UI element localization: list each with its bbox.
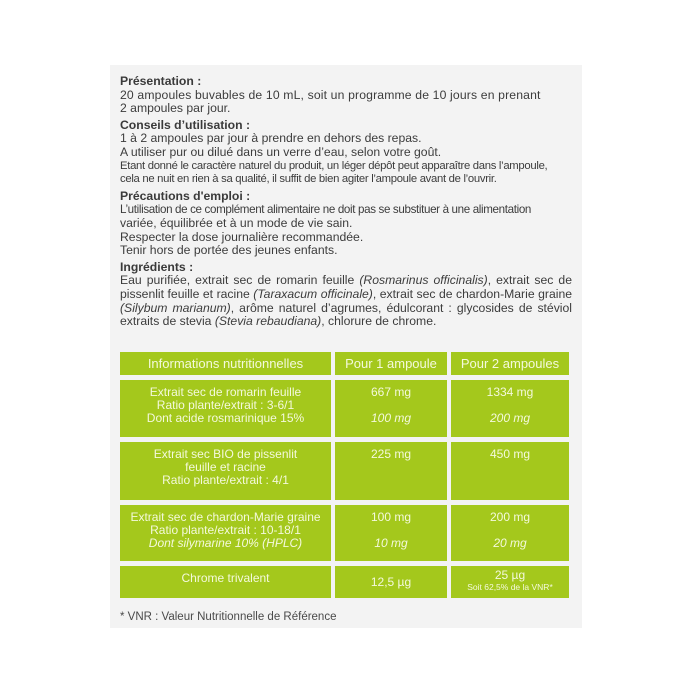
ingredient-text: , extrait sec de chardon-Marie graine	[372, 286, 572, 301]
label-line: Ratio plante/extrait : 4/1	[162, 473, 289, 487]
value: 12,5 µg	[370, 575, 412, 589]
body-line: 1 à 2 ampoules par jour à prendre en dehors des repas.	[120, 131, 422, 146]
value-cell-2	[451, 442, 569, 500]
label-line: Extrait sec de romarin feuille	[149, 385, 302, 399]
header-cell: Pour 2 ampoules	[451, 352, 569, 375]
value: 200 mg	[489, 411, 531, 425]
nutrition-table	[120, 352, 572, 603]
latin-name: (Silybum marianum)	[120, 300, 231, 315]
value: 100 mg	[370, 411, 412, 425]
section-title: Précautions d'emploi :	[120, 188, 251, 203]
value-cell-1	[335, 442, 447, 500]
value: 450 mg	[489, 447, 531, 461]
body-line: 2 ampoules par jour.	[120, 101, 231, 116]
row-label	[120, 566, 331, 598]
ingredient-text: , extrait sec de pissenlit feuille et racine	[120, 273, 572, 301]
table-row	[120, 442, 572, 500]
latin-name: (Stevia rebaudiana)	[214, 314, 322, 329]
ingredient-text: Eau purifiée, extrait sec de romarin feuille	[120, 273, 360, 288]
ingredient-text: , arôme naturel d’agrumes, édulcorant : glycosides de stéviol extraits de stevia	[120, 300, 572, 329]
label-line: Dont acide rosmarinique 15%	[146, 411, 305, 425]
body-line: A utiliser pur ou dilué dans un verre d’eau, selon votre goût.	[120, 144, 442, 159]
ingredient-text: , chlorure de chrome.	[321, 314, 437, 329]
label-line: Ratio plante/extrait : 10-18/1	[150, 523, 301, 537]
value-cell-2	[451, 505, 569, 561]
label-line: Extrait sec BIO de pissenlit	[153, 447, 298, 461]
section-precautions	[120, 190, 572, 258]
body-line: 20 ampoules buvables de 10 mL, soit un programme de 10 jours en prenant	[120, 87, 541, 102]
body-line: cela ne nuit en rien à sa qualité, il suffit de bien agiter l’ampoule avant de l’ouvrir.	[120, 173, 497, 186]
footnote: * VNR : Valeur Nutritionnelle de Référence	[120, 611, 337, 623]
body-line: variée, équilibrée et à un mode de vie sain.	[120, 215, 353, 230]
vnr-note: Soit 62,5% de la VNR*	[467, 582, 553, 592]
latin-name: (Rosmarinus officinalis)	[359, 273, 488, 288]
row-label	[120, 380, 331, 437]
section-ingredients	[120, 261, 572, 329]
section-presentation	[120, 75, 572, 116]
value-cell-1	[335, 380, 447, 437]
label-line: Dont silymarine 10% (HPLC)	[148, 536, 303, 550]
label-line: Ratio plante/extrait : 3-6/1	[156, 398, 295, 412]
section-conseils	[120, 119, 572, 187]
table-row	[120, 566, 572, 598]
section-title: Conseils d’utilisation :	[120, 117, 251, 132]
row-label	[120, 505, 331, 561]
value: 10 mg	[374, 536, 408, 550]
ingredients-text	[120, 274, 572, 328]
value: 225 mg	[370, 447, 412, 461]
table-row	[120, 505, 572, 561]
header-cell: Pour 1 ampoule	[335, 352, 447, 375]
body-line: L’utilisation de ce complément alimentaire ne doit pas se substituer à une alimentation	[120, 203, 532, 217]
table-header-row	[120, 352, 572, 375]
value: 100 mg	[370, 510, 412, 524]
value-cell-1	[335, 566, 447, 598]
latin-name: (Taraxacum officinale)	[253, 286, 373, 301]
text-block	[120, 73, 572, 332]
body-line: Etant donné le caractère naturel du produit, un léger dépôt peut apparaître dans l’ampoule,	[120, 159, 548, 172]
value: 25 µg	[494, 568, 526, 582]
value-cell-2	[451, 566, 569, 598]
value-cell-1	[335, 505, 447, 561]
label-line: Chrome trivalent	[181, 571, 270, 585]
table-row	[120, 380, 572, 437]
value: 200 mg	[489, 510, 531, 524]
row-label	[120, 442, 331, 500]
value: 667 mg	[370, 385, 412, 399]
value: 20 mg	[493, 536, 527, 550]
section-title: Présentation :	[120, 74, 202, 88]
section-title: Ingrédients :	[120, 259, 194, 274]
label-line: feuille et racine	[185, 460, 266, 474]
value-cell-2	[451, 380, 569, 437]
value: 1334 mg	[486, 385, 534, 399]
body-line: Tenir hors de portée des jeunes enfants.	[120, 243, 338, 258]
label-line: Extrait sec de chardon-Marie graine	[130, 510, 321, 524]
body-line: Respecter la dose journalière recommandée.	[120, 229, 364, 244]
product-info-panel	[110, 65, 582, 628]
header-cell: Informations nutritionnelles	[120, 352, 331, 375]
